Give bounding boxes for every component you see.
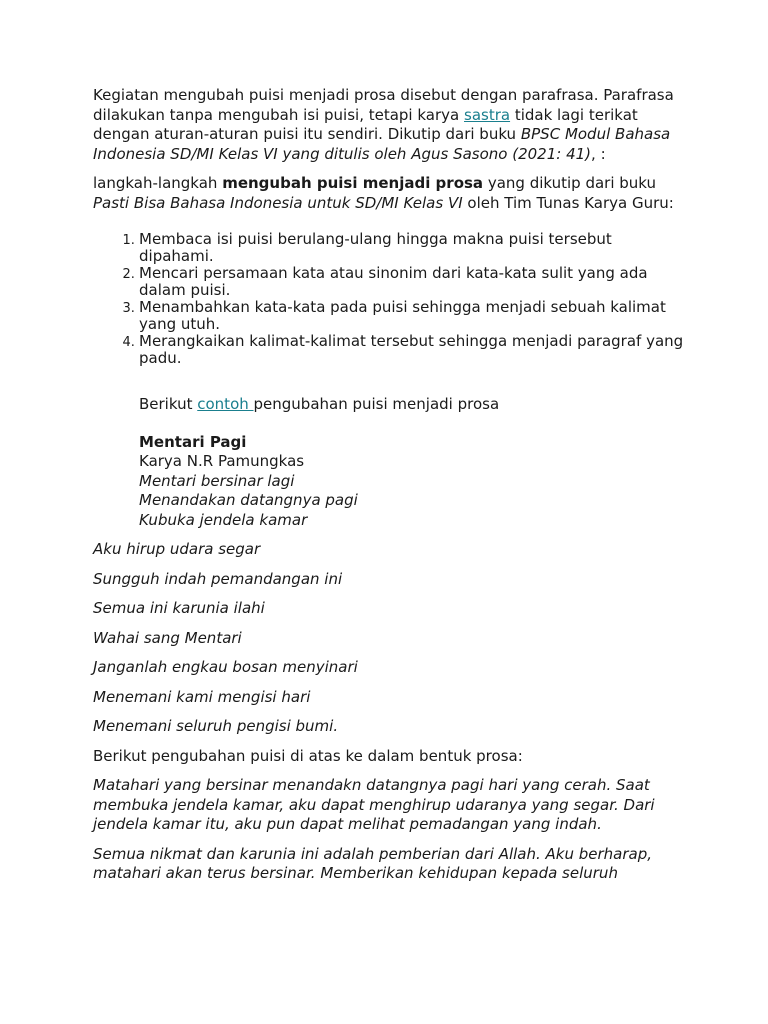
poem-line: Semua ini karunia ilahi <box>93 599 265 617</box>
steps-intro-bold: mengubah puisi menjadi prosa <box>222 174 484 192</box>
poem-header <box>139 433 688 531</box>
poem-line: Menemani seluruh pengisi bumi. <box>93 717 339 735</box>
list-item: 1. Membaca isi puisi berulang-ulang hingga makna puisi tersebut dipahami. <box>139 231 688 265</box>
poem-line: Kubuka jendela kamar <box>139 510 308 529</box>
steps-intro-text: langkah-langkah <box>93 174 223 192</box>
poem-line: Aku hirup udara segar <box>93 540 261 558</box>
steps-intro-paragraph <box>93 174 688 213</box>
sastra-link[interactable]: sastra <box>464 105 511 124</box>
prose-block <box>93 776 688 884</box>
example-block <box>93 395 688 530</box>
poem-line: Menandakan datangnya pagi <box>139 491 358 509</box>
list-item: 3. Menambahkan kata-kata pada puisi sehingga menjadi sebuah kalimat yang utuh. <box>139 299 688 333</box>
book-title-pasti-bisa: Pasti Bisa Bahasa Indonesia untuk SD/MI Kelas VI <box>93 193 463 212</box>
intro-text-3: , : <box>591 144 606 163</box>
poem-line: Menemani kami mengisi hari <box>93 687 311 706</box>
steps-list <box>93 231 688 367</box>
example-intro <box>139 395 688 415</box>
poem-body <box>93 540 688 737</box>
poem-title: Mentari Pagi <box>139 432 247 451</box>
example-intro-text: Berikut <box>139 395 198 413</box>
prose-paragraph: Semua nikmat dan karunia ini adalah pemberian dari Allah. Aku berharap, matahari akan terus bersinar. Memberikan kehidupan kepada seluruh <box>93 844 653 882</box>
intro-text: Kegiatan mengubah puisi menjadi prosa disebut dengan parafrasa. Parafrasa dilakukan tanpa mengubah isi puisi, tetapi karya <box>93 86 674 124</box>
example-intro-text-2: pengubahan puisi menjadi prosa <box>253 395 500 413</box>
list-item: 4. Merangkaikan kalimat-kalimat tersebut sehingga menjadi paragraf yang padu. <box>139 333 688 367</box>
steps-intro-text-2: yang dikutip dari buku <box>483 174 657 192</box>
poem-line: Sungguh indah pemandangan ini <box>93 569 343 588</box>
book-title-bpsc: BPSC Modul Bahasa Indonesia SD/MI Kelas VI yang ditulis oleh Agus Sasono (2021: 41) <box>93 125 671 163</box>
contoh-link[interactable]: contoh <box>197 395 254 413</box>
poem-author: Karya N.R Pamungkas <box>139 452 305 470</box>
list-item: 2. Mencari persamaan kata atau sinonim dari kata-kata sulit yang ada dalam puisi. <box>139 265 688 299</box>
intro-text-2: tidak lagi terikat dengan aturan-aturan puisi itu sendiri. Dikutip dari buku <box>93 105 638 143</box>
poem-line: Janganlah engkau bosan menyinari <box>93 658 358 676</box>
prose-paragraph: Matahari yang bersinar menandakn datangnya pagi hari yang cerah. Saat membuka jendela kamar, aku dapat menghirup udaranya yang segar. Dari jendela kamar itu, aku pun dapat melihat pemadangan yang indah. <box>93 776 655 833</box>
prose-intro: Berikut pengubahan puisi di atas ke dalam bentuk prosa: <box>93 746 523 765</box>
poem-line: Wahai sang Mentari <box>93 628 242 647</box>
steps-intro-text-3: oleh Tim Tunas Karya Guru: <box>462 193 674 212</box>
poem-line: Mentari bersinar lagi <box>139 471 295 490</box>
intro-paragraph <box>93 86 688 164</box>
